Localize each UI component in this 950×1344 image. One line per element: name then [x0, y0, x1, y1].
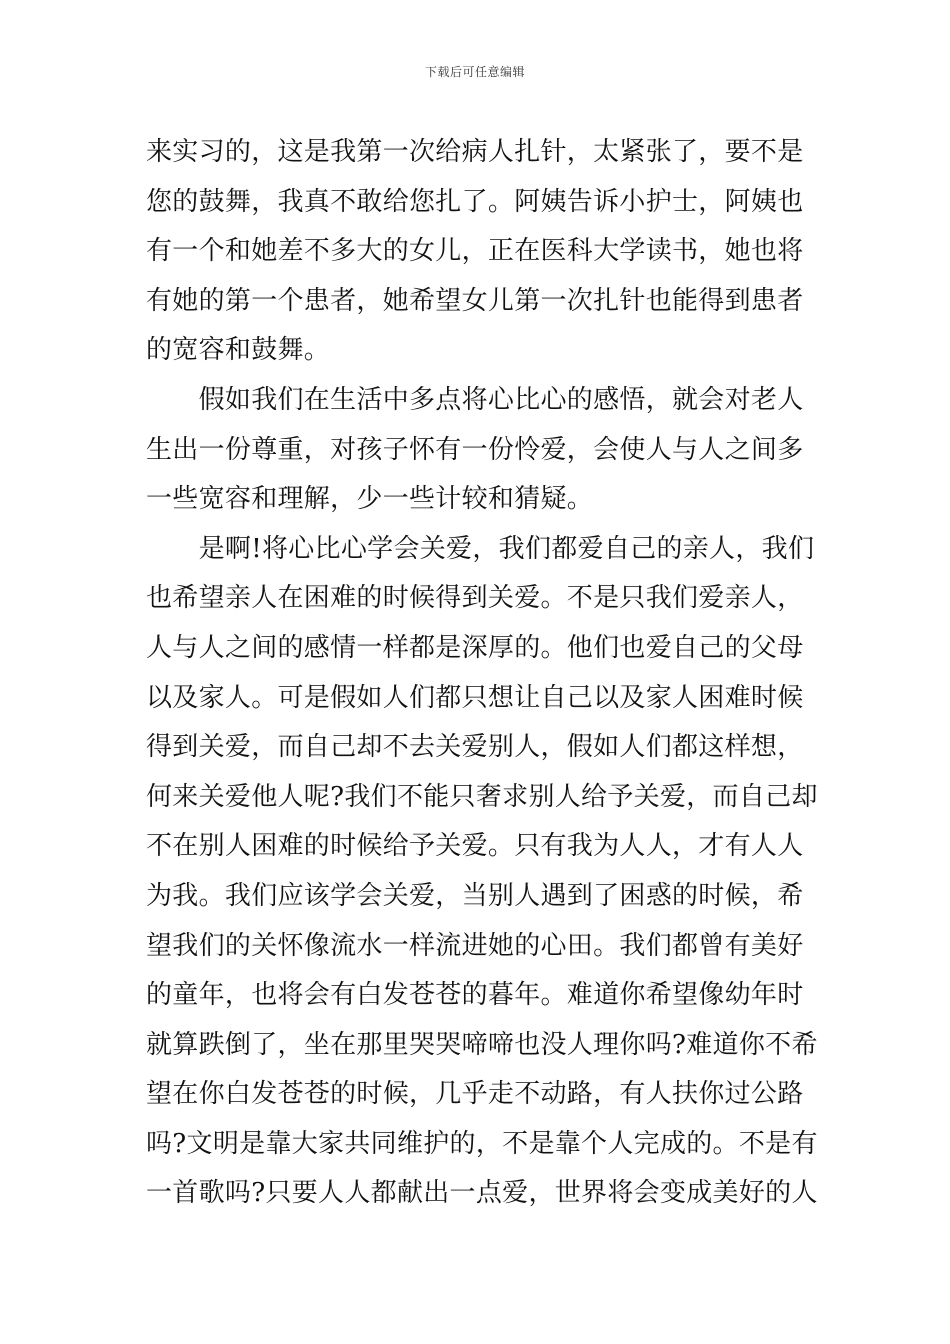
text-line: 何来关爱他人呢?我们不能只奢求别人给予关爱，而自己却	[146, 781, 818, 812]
text-line: 假如我们在生活中多点将心比心的感悟，就会对老人	[146, 384, 804, 415]
text-line: 一首歌吗?只要人人都献出一点爱，世界将会变成美好的人	[146, 1178, 818, 1209]
text-line: 吗?文明是靠大家共同维护的，不是靠个人完成的。不是有	[146, 1128, 818, 1159]
text-line: 人与人之间的感情一样都是深厚的。他们也爱自己的父母	[146, 632, 804, 663]
text-line: 就算跌倒了，坐在那里哭哭啼啼也没人理你吗?难道你不希	[146, 1029, 818, 1060]
text-line: 望在你白发苍苍的时候，几乎走不动路，有人扶你过公路	[146, 1079, 804, 1110]
text-line: 您的鼓舞，我真不敢给您扎了。阿姨告诉小护士，阿姨也	[146, 186, 804, 217]
text-line: 为我。我们应该学会关爱，当别人遇到了困惑的时候，希	[146, 880, 804, 911]
document-body	[146, 128, 818, 1219]
text-line: 是啊!将心比心学会关爱，我们都爱自己的亲人，我们	[146, 533, 815, 564]
page-header: 下载后可任意编辑	[424, 65, 525, 79]
text-line: 以及家人。可是假如人们都只想让自己以及家人困难时候	[146, 682, 804, 713]
text-line: 的宽容和鼓舞。	[146, 335, 331, 366]
text-line: 来实习的，这是我第一次给病人扎针，太紧张了，要不是	[146, 137, 804, 167]
text-line: 有一个和她差不多大的女儿，正在医科大学读书，她也将	[146, 236, 804, 267]
text-line: 有她的第一个患者，她希望女儿第一次扎针也能得到患者	[146, 285, 804, 316]
text-line: 望我们的关怀像流水一样流进她的心田。我们都曾有美好	[146, 930, 804, 961]
text-line: 也希望亲人在困难的时候得到关爱。不是只我们爱亲人，	[146, 583, 804, 614]
text-line: 一些宽容和理解，少一些计较和猜疑。	[146, 484, 594, 515]
text-line: 得到关爱，而自己却不去关爱别人，假如人们都这样想，	[146, 732, 804, 763]
text-line: 不在别人困难的时候给予关爱。只有我为人人，才有人人	[146, 831, 804, 862]
text-line: 生出一份尊重，对孩子怀有一份怜爱，会使人与人之间多	[146, 434, 804, 465]
text-line: 的童年，也将会有白发苍苍的暮年。难道你希望像幼年时	[146, 980, 804, 1011]
